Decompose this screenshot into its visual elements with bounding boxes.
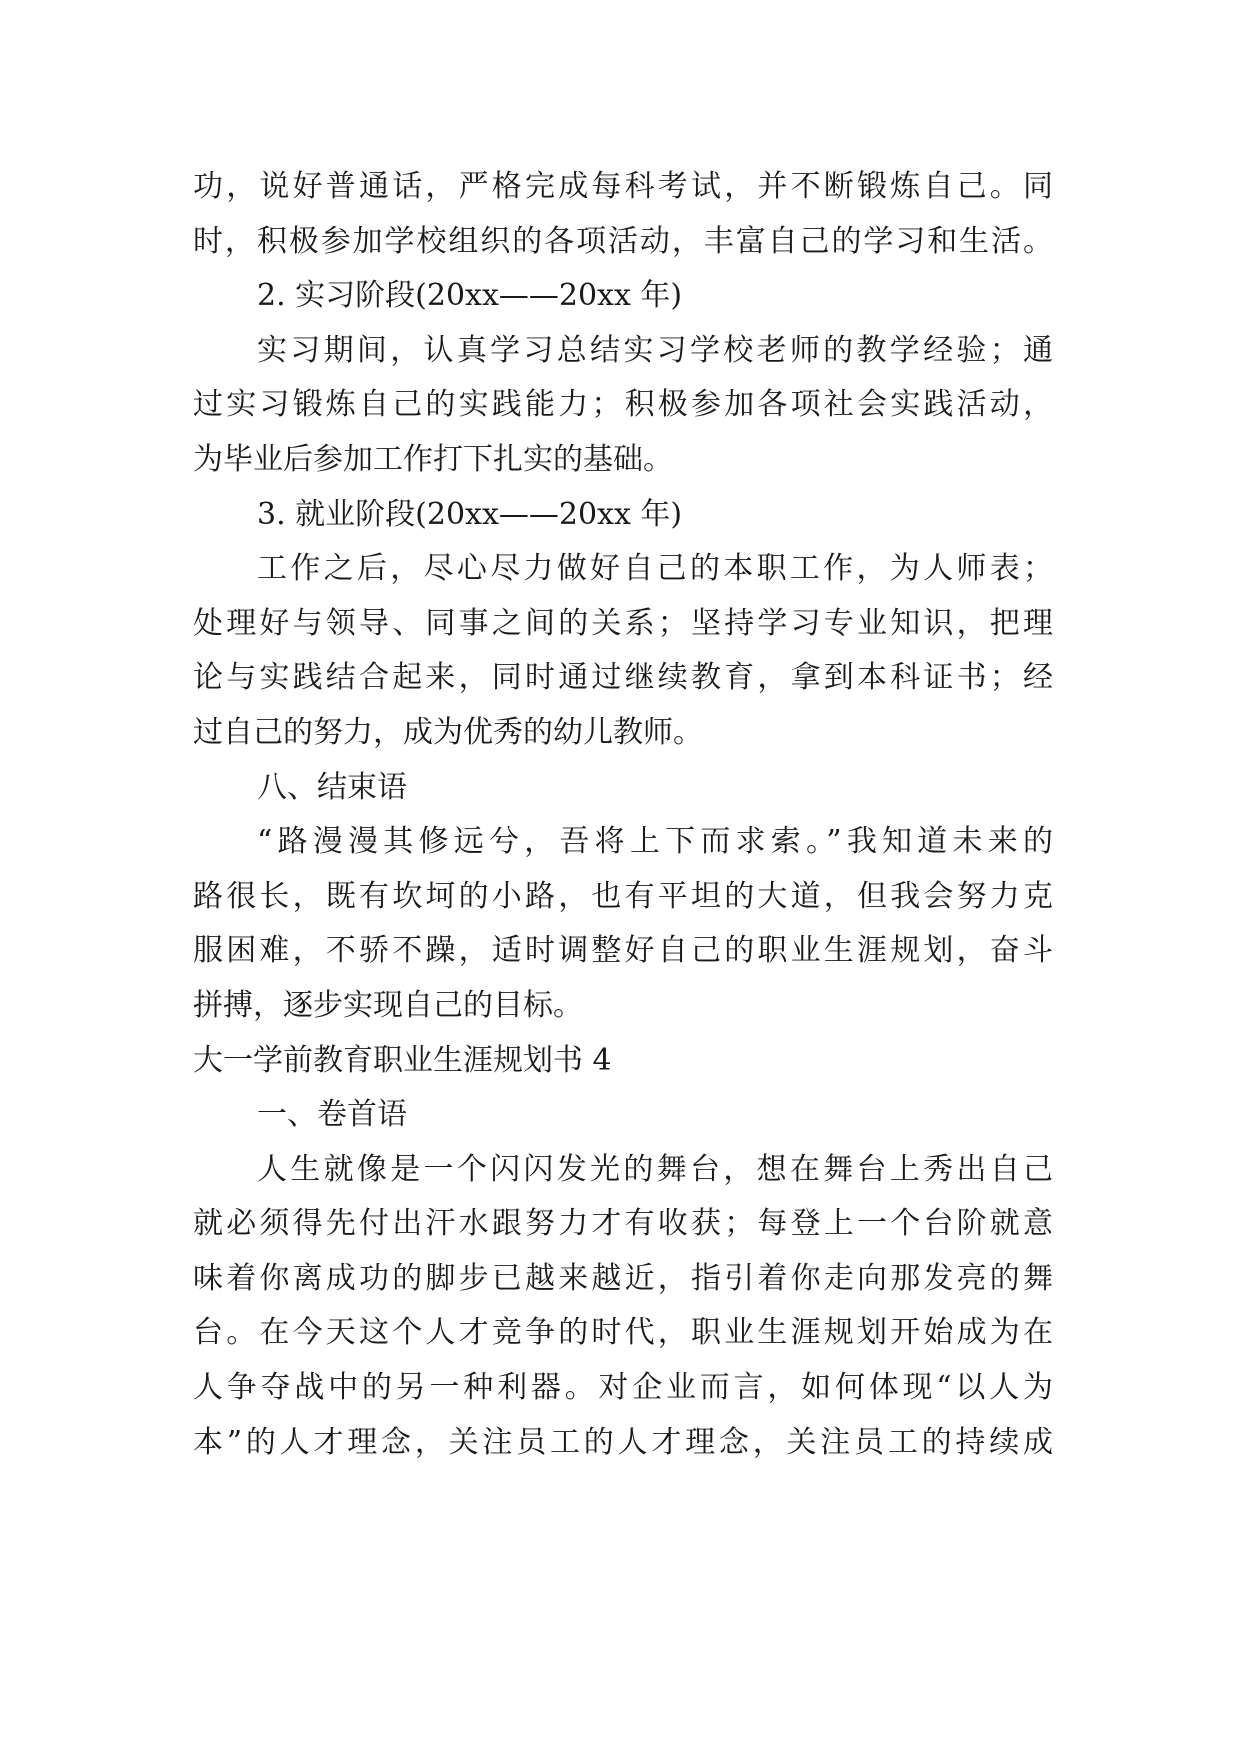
section-heading: 2. 实习阶段(20xx——20xx 年) — [257, 278, 683, 314]
text-line: 服困难，不骄不躁，适时调整好自己的职业生涯规划，奋斗 — [193, 933, 1053, 969]
text-line: “路漫漫其修远兮，吾将上下而求索。”我知道未来的 — [257, 824, 1053, 860]
section-heading: 一、卷首语 — [257, 1097, 407, 1133]
text-line: 实习期间，认真学习总结实习学校老师的教学经验；通 — [257, 332, 1053, 368]
text-line: 本”的人才理念，关注员工的人才理念，关注员工的持续成 — [193, 1424, 1053, 1460]
section-heading: 3. 就业阶段(20xx——20xx 年) — [257, 496, 683, 532]
text-line: 工作之后，尽心尽力做好自己的本职工作，为人师表； — [257, 551, 1053, 587]
text-line: 功，说好普通话，严格完成每科考试，并不断锻炼自己。同 — [193, 169, 1053, 204]
text-line: 人争夺战中的另一种利器。对企业而言，如何体现“以人为 — [193, 1370, 1053, 1406]
text-line: 论与实践结合起来，同时通过继续教育，拿到本科证书；经 — [193, 660, 1053, 696]
text-line: 为毕业后参加工作打下扎实的基础。 — [193, 441, 673, 477]
text-line: 过实习锻炼自己的实践能力；积极参加各项社会实践活动， — [193, 387, 1053, 423]
text-line: 拼搏，逐步实现自己的目标。 — [193, 987, 583, 1023]
document-page — [193, 160, 1053, 1470]
text-line: 台。在今天这个人才竞争的时代，职业生涯规划开始成为在 — [193, 1315, 1053, 1351]
text-line: 味着你离成功的脚步已越来越近，指引着你走向那发亮的舞 — [193, 1260, 1053, 1296]
document-title: 大一学前教育职业生涯规划书 4 — [193, 1042, 612, 1078]
text-line: 路很长，既有坎坷的小路，也有平坦的大道，但我会努力克 — [193, 878, 1053, 914]
text-line: 过自己的努力，成为优秀的幼儿教师。 — [193, 714, 703, 750]
text-line: 时，积极参加学校组织的各项活动，丰富自己的学习和生活。 — [193, 223, 1053, 259]
text-line: 就必须得先付出汗水跟努力才有收获；每登上一个台阶就意 — [193, 1206, 1053, 1242]
text-line: 处理好与领导、同事之间的关系；坚持学习专业知识，把理 — [193, 605, 1053, 641]
section-heading: 八、结束语 — [257, 769, 407, 805]
text-line: 人生就像是一个闪闪发光的舞台，想在舞台上秀出自己 — [257, 1151, 1053, 1187]
